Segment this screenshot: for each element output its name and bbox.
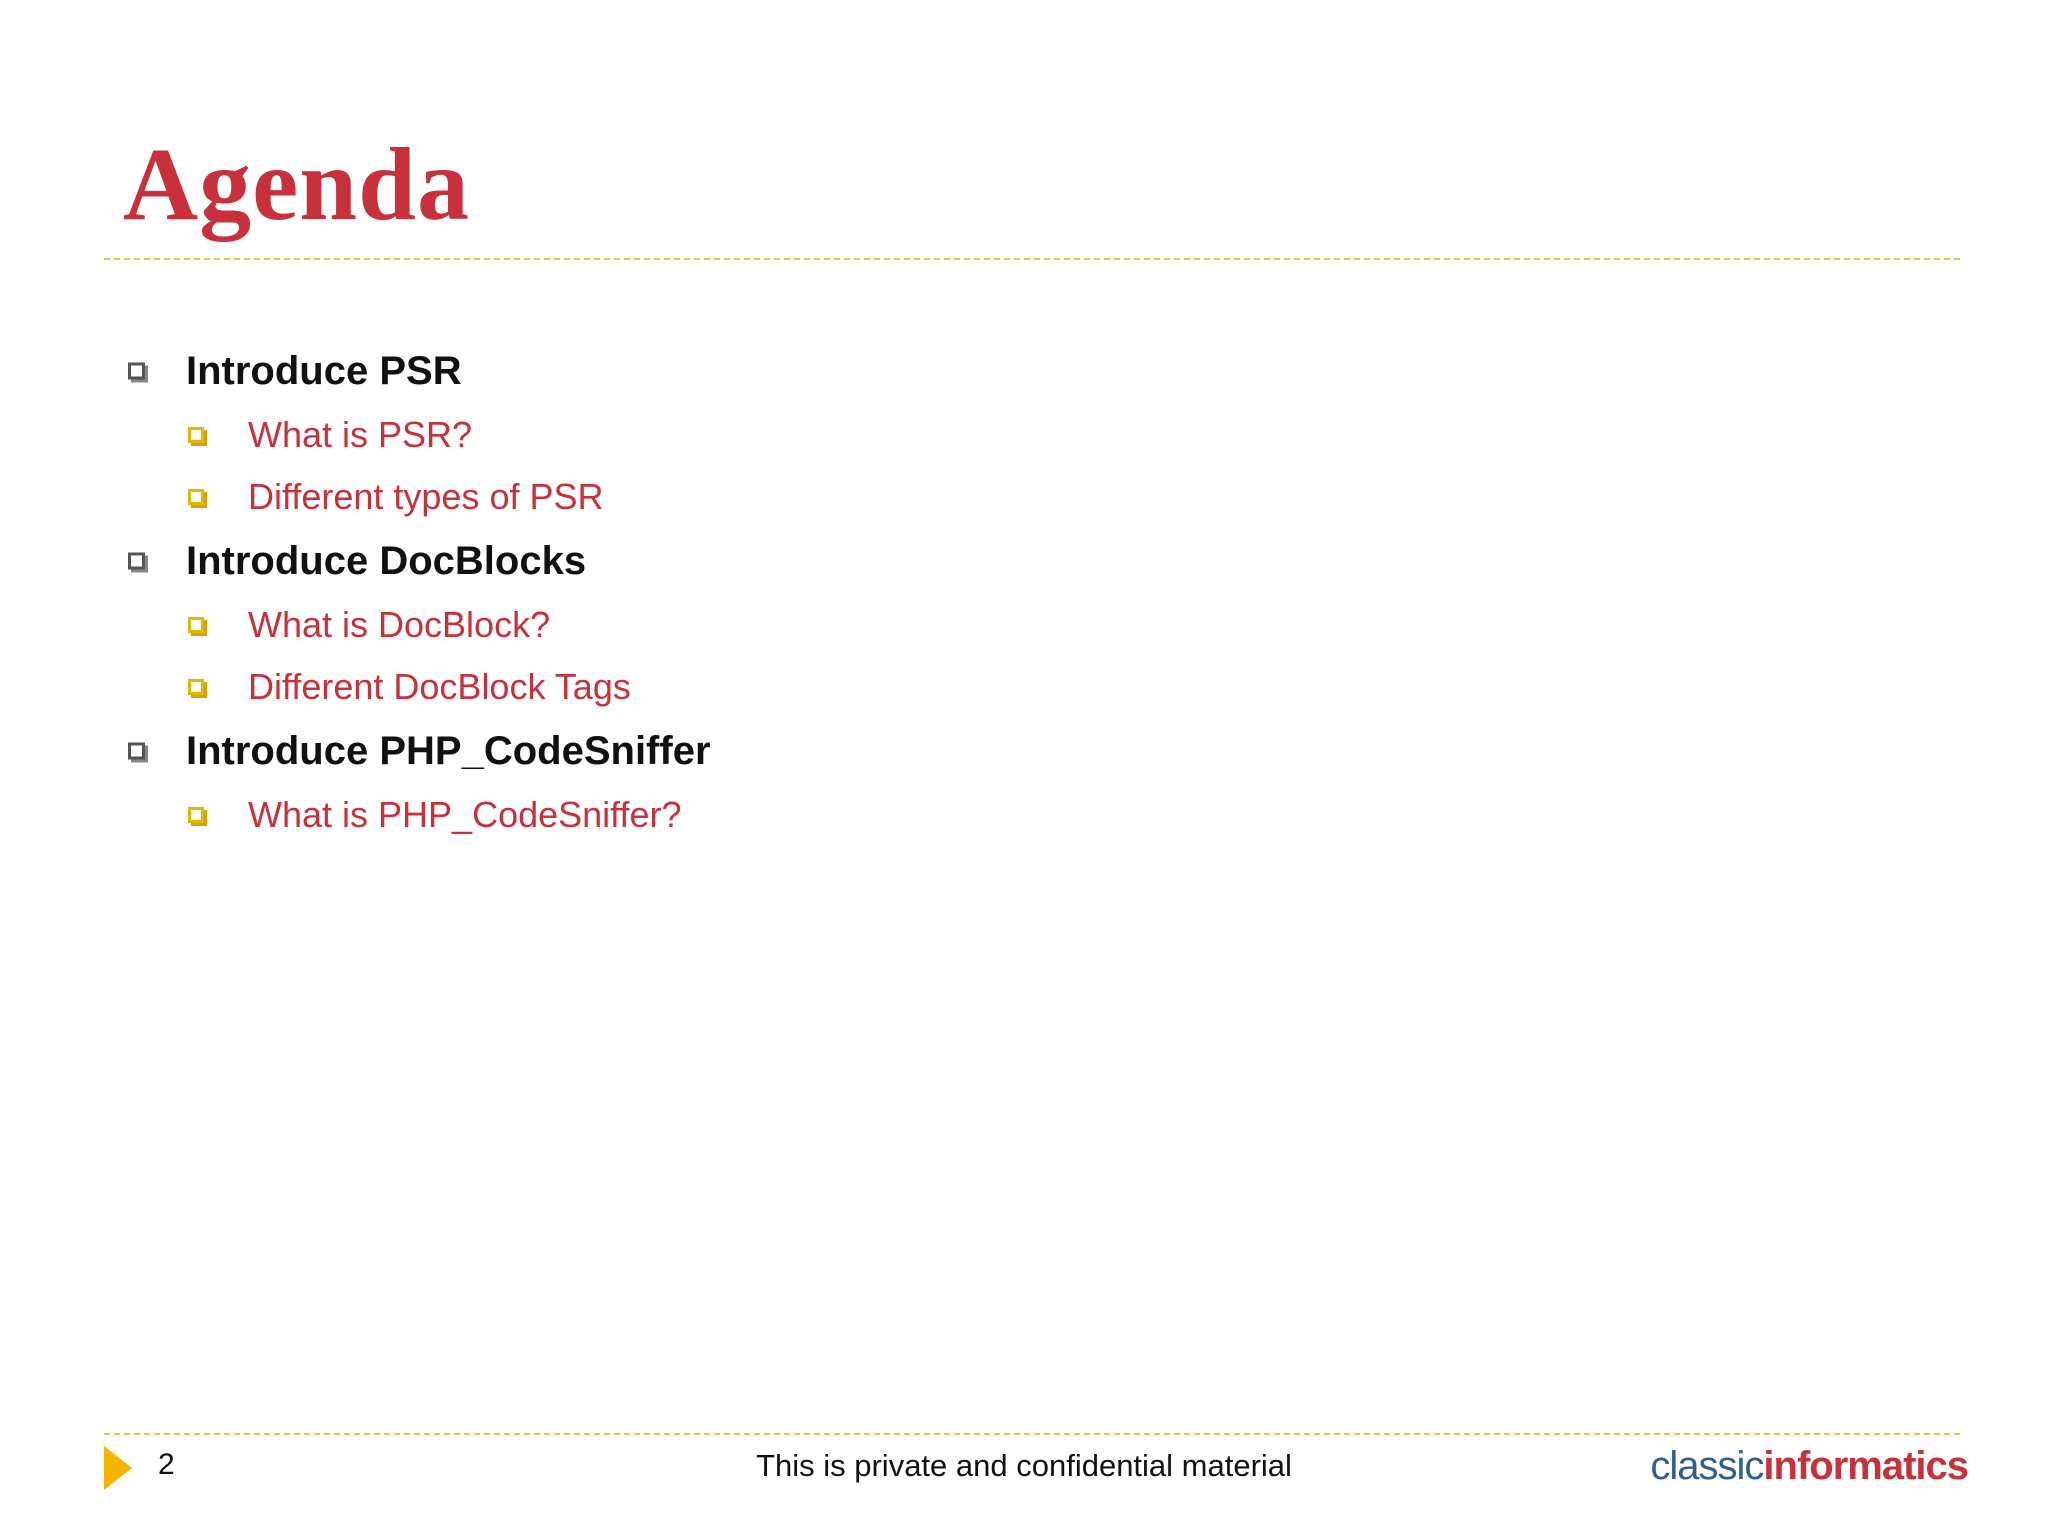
company-logo — [1650, 1444, 1968, 1489]
square-bullet-icon — [128, 553, 145, 570]
title-divider — [104, 258, 1960, 260]
agenda-subitem-label: Different types of PSR — [248, 476, 604, 517]
agenda-subitem-label: What is DocBlock? — [248, 604, 551, 645]
agenda-item — [120, 528, 1320, 594]
logo-part-classic: classic — [1650, 1444, 1764, 1488]
slide-title: Agenda — [123, 127, 470, 242]
square-bullet-icon — [128, 363, 145, 380]
agenda-subitem-label: What is PHP_CodeSniffer? — [248, 794, 682, 835]
agenda-list — [120, 338, 1320, 846]
agenda-subitem-label: What is PSR? — [248, 414, 473, 455]
agenda-item-label: Introduce DocBlocks — [186, 538, 587, 583]
confidential-note: This is private and confidential material — [756, 1448, 1292, 1483]
footer-divider — [104, 1433, 1960, 1435]
agenda-subitem — [120, 594, 1320, 656]
agenda-item — [120, 718, 1320, 784]
logo-part-informatics: informatics — [1763, 1444, 1968, 1488]
square-bullet-icon — [188, 427, 204, 443]
agenda-item-label: Introduce PHP_CodeSniffer — [186, 728, 711, 773]
page-number: 2 — [158, 1448, 175, 1481]
agenda-subitem — [120, 656, 1320, 718]
agenda-subitem-label: Different DocBlock Tags — [248, 666, 631, 707]
agenda-item — [120, 338, 1320, 404]
square-bullet-icon — [188, 807, 204, 823]
agenda-subitem — [120, 784, 1320, 846]
square-bullet-icon — [188, 679, 204, 695]
agenda-item-label: Introduce PSR — [186, 348, 462, 393]
agenda-subitem — [120, 466, 1320, 528]
agenda-subitem — [120, 404, 1320, 466]
square-bullet-icon — [188, 617, 204, 633]
square-bullet-icon — [188, 489, 204, 505]
square-bullet-icon — [128, 743, 145, 760]
